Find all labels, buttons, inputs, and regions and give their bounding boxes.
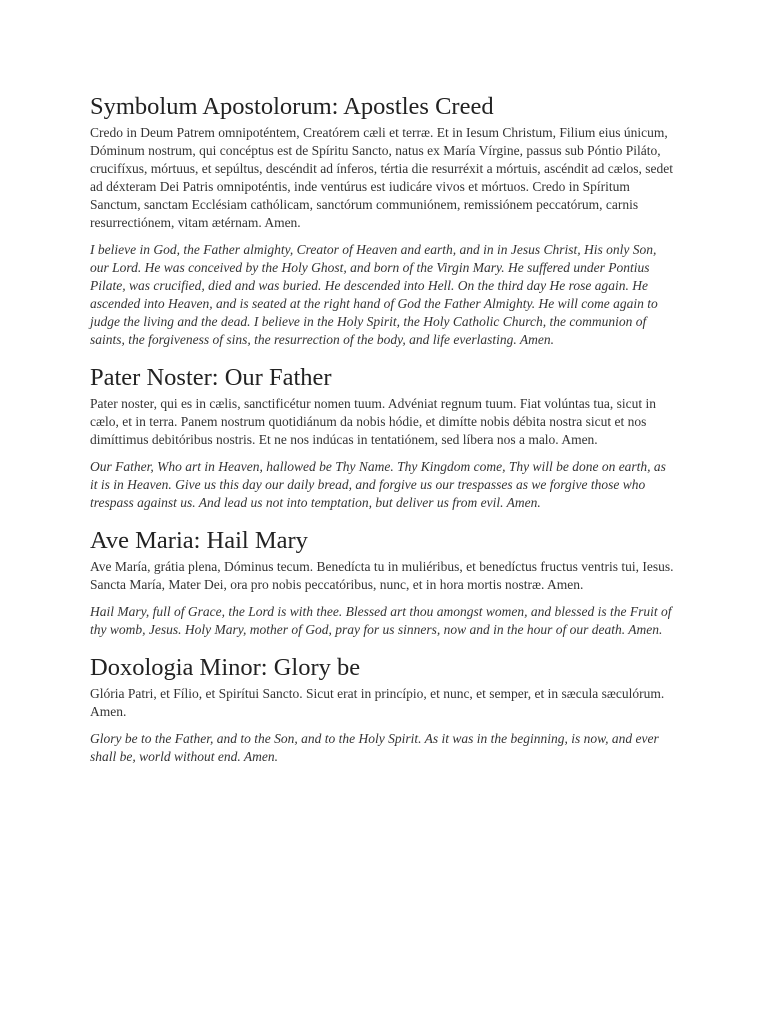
section-title: Doxologia Minor: Glory be (90, 654, 361, 681)
prayer-glory-be (90, 653, 676, 766)
section-title: Ave Maria: Hail Mary (90, 527, 308, 554)
section-title: Pater Noster: Our Father (90, 364, 332, 391)
prayer-apostles-creed (90, 92, 676, 349)
document-page (90, 92, 676, 766)
latin-text: Glória Patri, et Fílio, et Spirítui Sancto. Sicut erat in princípio, et nunc, et semper, et in sæcula sæculórum. Amen. (90, 686, 665, 719)
latin-text: Credo in Deum Patrem omnipoténtem, Creatórem cæli et terræ. Et in Iesum Christum, Filium eius únicum, Dóminum nostrum, qui concéptus est de Spíritu Sancto, natus ex María Vírgine, passus sub Póntio Piláto, crucifíxus, mórtuus, et sepúltus, descéndit ad ínferos, tértia die resurréxit a mórtuis, ascéndit ad cælos, sedet ad déxteram Dei Patris omnipoténtis, inde ventúrus est iudicáre vivos et mórtuos. Credo in Spíritum Sanctum, sanctam Ecclésiam cathólicam, sanctórum communiónem, remissiónem peccatórum, carnis resurrectiónem, vitam ætérnam. Amen. (90, 125, 673, 230)
english-translation: Our Father, Who art in Heaven, hallowed be Thy Name. Thy Kingdom come, Thy will be done on earth, as it is in Heaven. Give us this day our daily bread, and forgive us our trespasses as we forgive those who trespass against us. And lead us not into temptation, but deliver us from evil. Amen. (90, 459, 666, 510)
section-title: Symbolum Apostolorum: Apostles Creed (90, 93, 494, 120)
english-translation: Hail Mary, full of Grace, the Lord is with thee. Blessed art thou amongst women, and blessed is the Fruit of thy womb, Jesus. Holy Mary, mother of God, pray for us sinners, now and in the hour of our death. Amen. (90, 604, 672, 637)
latin-text: Pater noster, qui es in cælis, sanctificétur nomen tuum. Advéniat regnum tuum. Fiat volúntas tua, sicut in cælo, et in terra. Panem nostrum quotidiánum da nobis hódie, et dimítte nobis débita nostra sicut et nos dimíttimus debitóribus nostris. Et ne nos indúcas in tentatiónem, sed líbera nos a malo. Amen. (90, 396, 656, 447)
prayer-our-father (90, 363, 676, 512)
latin-text: Ave María, grátia plena, Dóminus tecum. Benedícta tu in muliéribus, et benedíctus fructus ventris tui, Iesus. Sancta María, Mater Dei, ora pro nobis peccatóribus, nunc, et in hora mortis nostræ. Amen. (90, 559, 674, 592)
english-translation: Glory be to the Father, and to the Son, and to the Holy Spirit. As it was in the beginning, is now, and ever shall be, world without end. Amen. (90, 731, 659, 764)
english-translation: I believe in God, the Father almighty, Creator of Heaven and earth, and in in Jesus Christ, His only Son, our Lord. He was conceived by the Holy Ghost, and born of the Virgin Mary. He suffered under Pontius Pilate, was crucified, died and was buried. He descended into Hell. On the third day He rose again. He ascended into Heaven, and is seated at the right hand of God the Father Almighty. He will come again to judge the living and the dead. I believe in the Holy Spirit, the Holy Catholic Church, the communion of saints, the forgiveness of sins, the resurrection of the body, and life everlasting. Amen. (90, 242, 658, 347)
prayer-hail-mary (90, 526, 676, 639)
